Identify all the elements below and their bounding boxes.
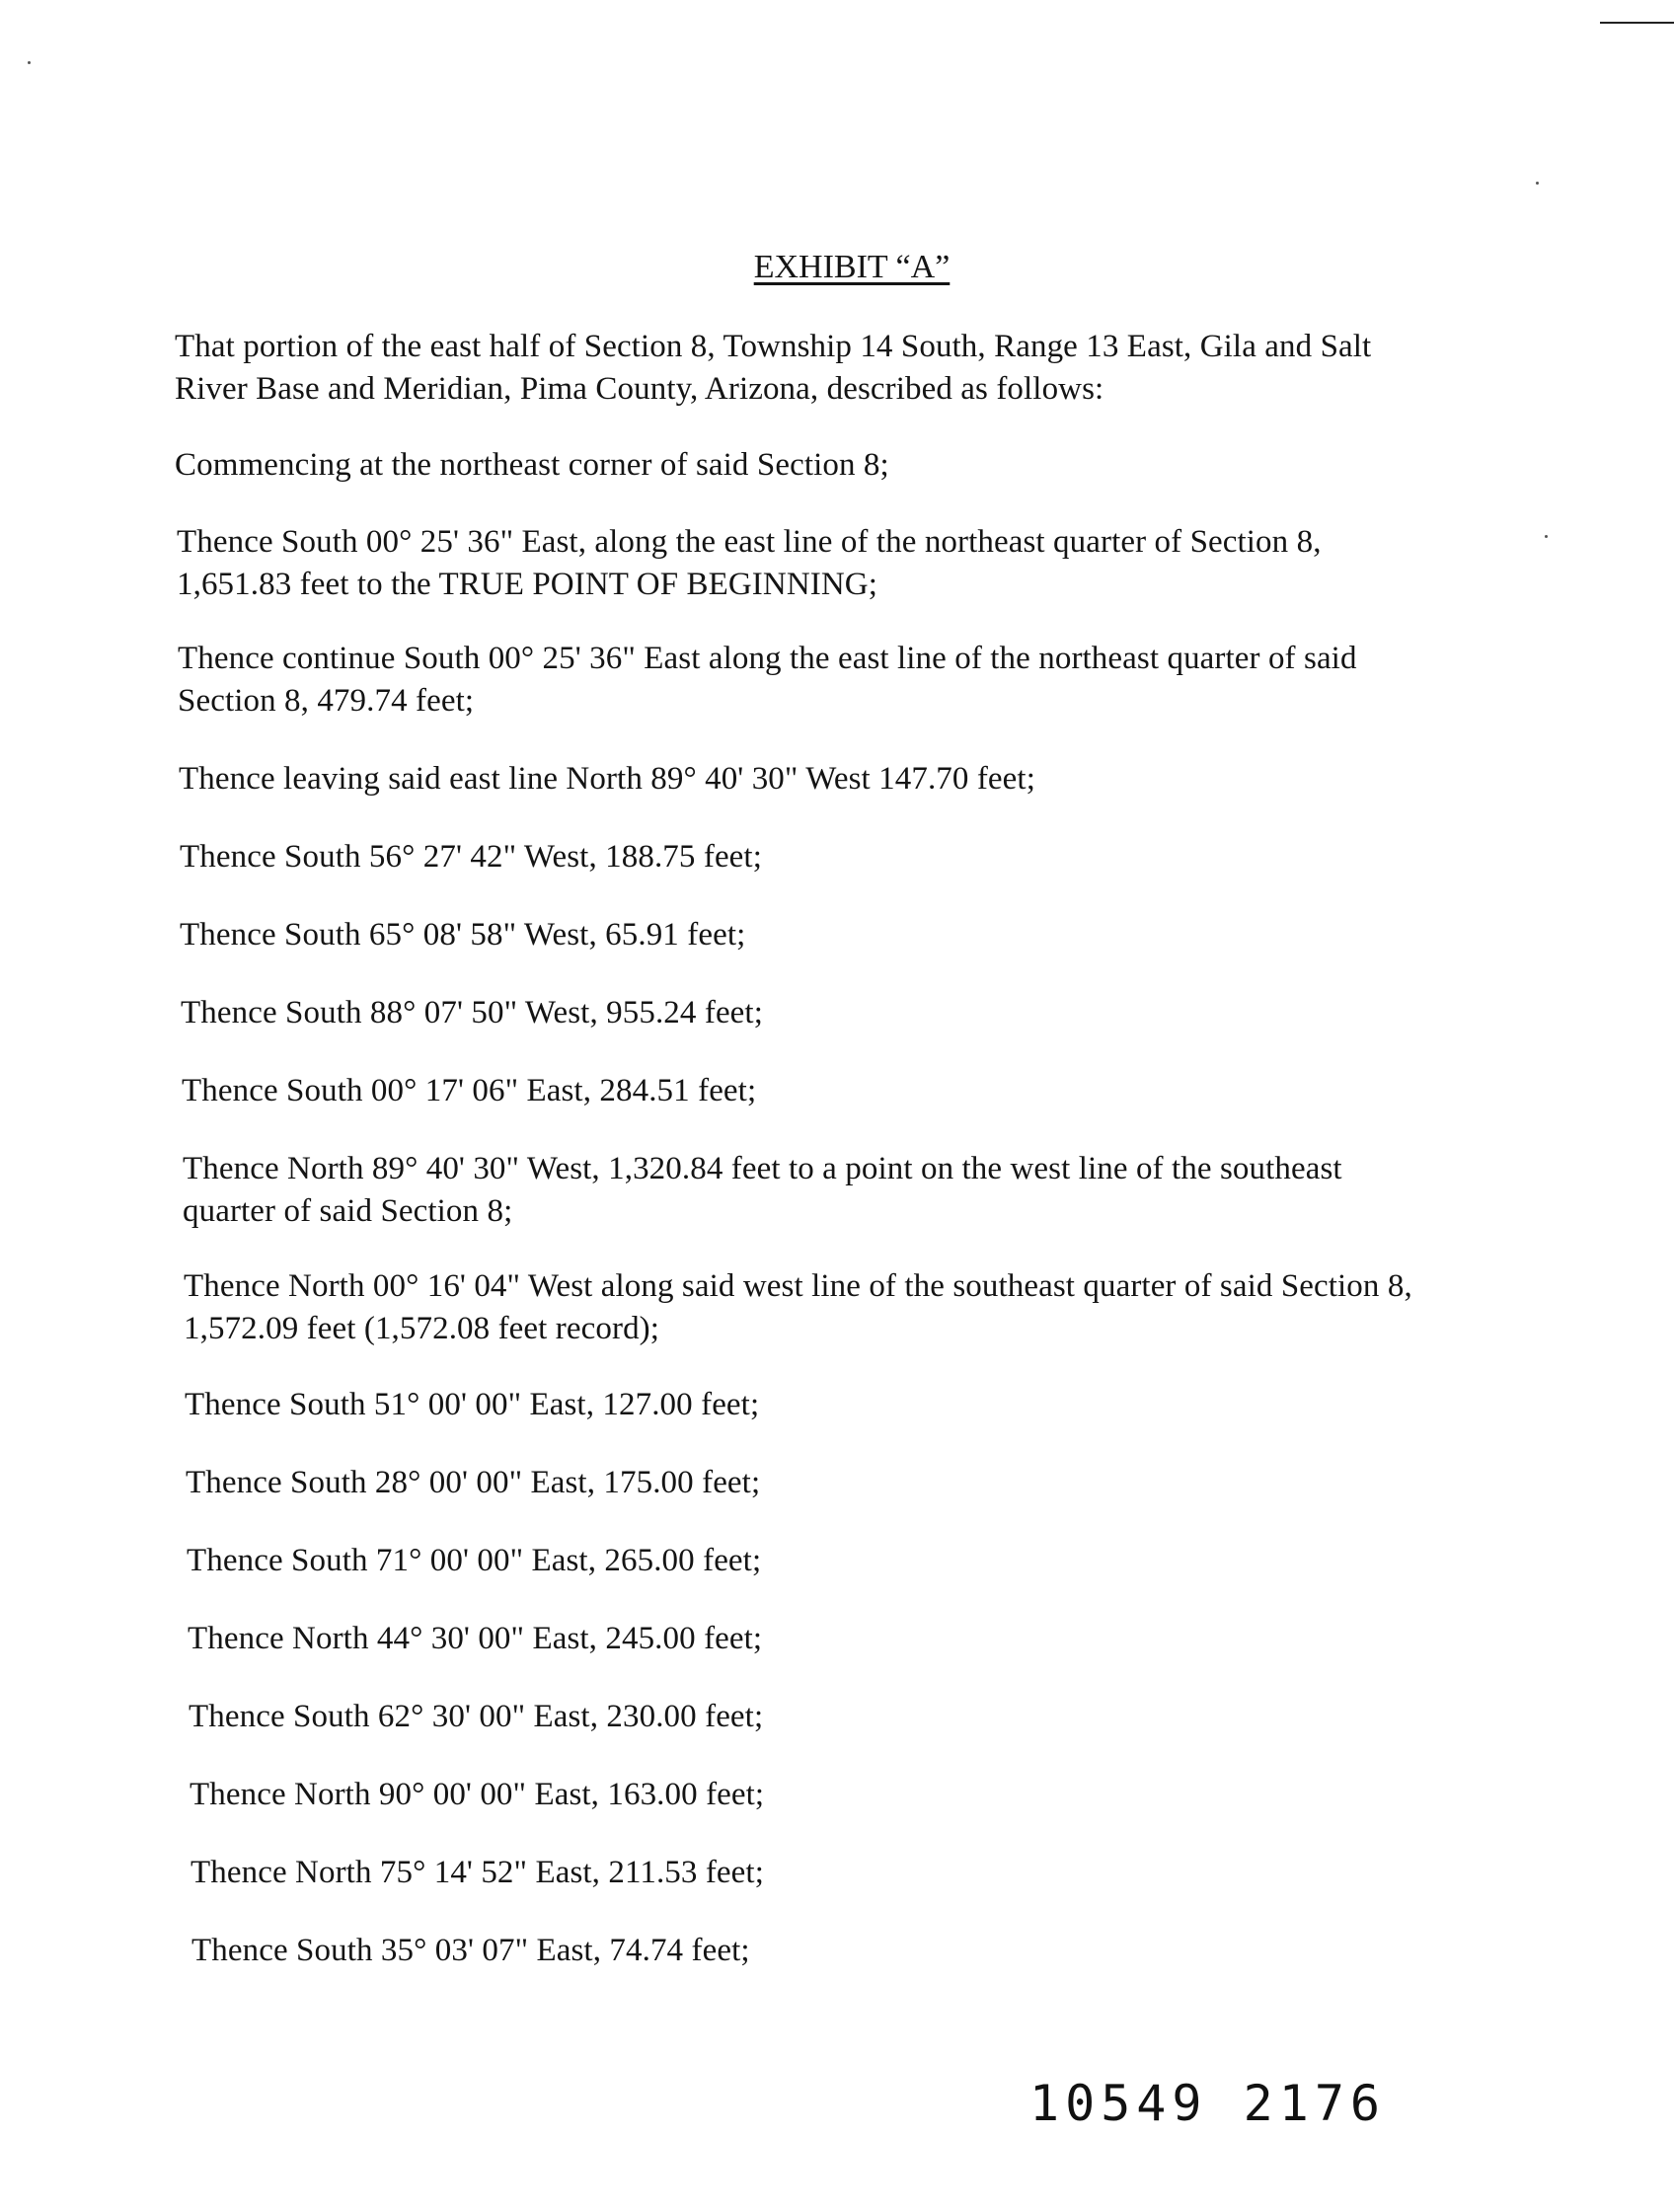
paragraph-line: Thence North 75° 14' 52" East, 211.53 feet; bbox=[190, 1855, 764, 1890]
paragraph-line: Thence South 28° 00' 00" East, 175.00 feet; bbox=[186, 1465, 761, 1500]
paragraph-line: River Base and Meridian, Pima County, Arizona, described as follows: bbox=[175, 371, 1104, 407]
paragraph-18 bbox=[190, 1852, 764, 1894]
paragraph-line: Thence South 62° 30' 00" East, 230.00 feet; bbox=[189, 1699, 764, 1734]
scan-speck bbox=[1536, 182, 1539, 185]
paragraph-line: Thence South 65° 08' 58" West, 65.91 feet; bbox=[180, 917, 746, 953]
paragraph-line: That portion of the east half of Section 8, Township 14 South, Range 13 East, Gila and Salt bbox=[175, 329, 1372, 364]
scan-mark bbox=[1600, 22, 1674, 24]
paragraph-line: Thence North 00° 16' 04" West along said west line of the southeast quarter of said Section 8, bbox=[184, 1268, 1412, 1304]
paragraph-line: Thence continue South 00° 25' 36" East along the east line of the northeast quarter of said bbox=[178, 641, 1357, 676]
paragraph-line: 1,651.83 feet to the TRUE POINT OF BEGINNING; bbox=[177, 567, 877, 602]
paragraph-14 bbox=[187, 1540, 761, 1582]
paragraph-line: Thence South 71° 00' 00" East, 265.00 feet; bbox=[187, 1543, 762, 1578]
paragraph-16 bbox=[189, 1696, 763, 1738]
paragraph-15 bbox=[188, 1618, 762, 1660]
paragraph-1 bbox=[175, 326, 1371, 411]
paragraph-11 bbox=[184, 1265, 1412, 1350]
scan-speck bbox=[1545, 535, 1548, 538]
paragraph-line: Commencing at the northeast corner of said Section 8; bbox=[175, 447, 889, 483]
paragraph-5 bbox=[179, 758, 1035, 801]
paragraph-line: Section 8, 479.74 feet; bbox=[178, 683, 475, 719]
paragraph-13 bbox=[186, 1462, 760, 1504]
paragraph-4 bbox=[178, 638, 1357, 723]
paragraph-17 bbox=[190, 1774, 764, 1816]
paragraph-2 bbox=[175, 444, 889, 487]
paragraph-line: Thence South 88° 07' 50" West, 955.24 feet; bbox=[181, 995, 763, 1030]
paragraph-19 bbox=[191, 1930, 750, 1972]
scan-speck bbox=[28, 61, 31, 64]
paragraph-line: Thence South 00° 25' 36" East, along the east line of the northeast quarter of Section 8, bbox=[177, 524, 1322, 560]
recording-number: 10549 2176 bbox=[1029, 2075, 1387, 2132]
paragraph-8 bbox=[181, 992, 763, 1034]
paragraph-3 bbox=[177, 521, 1322, 606]
paragraph-line: Thence South 56° 27' 42" West, 188.75 feet; bbox=[180, 839, 762, 875]
paragraph-6 bbox=[180, 836, 762, 878]
paragraph-line: Thence leaving said east line North 89° 40' 30" West 147.70 feet; bbox=[179, 761, 1035, 797]
paragraph-9 bbox=[182, 1070, 756, 1112]
paragraph-line: Thence North 44° 30' 00" East, 245.00 feet; bbox=[188, 1621, 763, 1656]
paragraph-line: Thence North 90° 00' 00" East, 163.00 feet; bbox=[190, 1777, 765, 1812]
paragraph-line: Thence South 51° 00' 00" East, 127.00 feet; bbox=[185, 1387, 760, 1422]
paragraph-line: Thence North 89° 40' 30" West, 1,320.84 feet to a point on the west line of the southeast bbox=[183, 1151, 1342, 1186]
paragraph-10 bbox=[183, 1148, 1342, 1233]
paragraph-line: Thence South 00° 17' 06" East, 284.51 feet; bbox=[182, 1073, 757, 1108]
paragraph-7 bbox=[180, 914, 745, 956]
paragraph-12 bbox=[185, 1384, 759, 1426]
paragraph-line: quarter of said Section 8; bbox=[183, 1193, 513, 1229]
paragraph-line: Thence South 35° 03' 07" East, 74.74 feet; bbox=[191, 1933, 750, 1968]
paragraph-line: 1,572.09 feet (1,572.08 feet record); bbox=[184, 1311, 660, 1346]
exhibit-title: EXHIBIT “A” bbox=[753, 249, 951, 285]
